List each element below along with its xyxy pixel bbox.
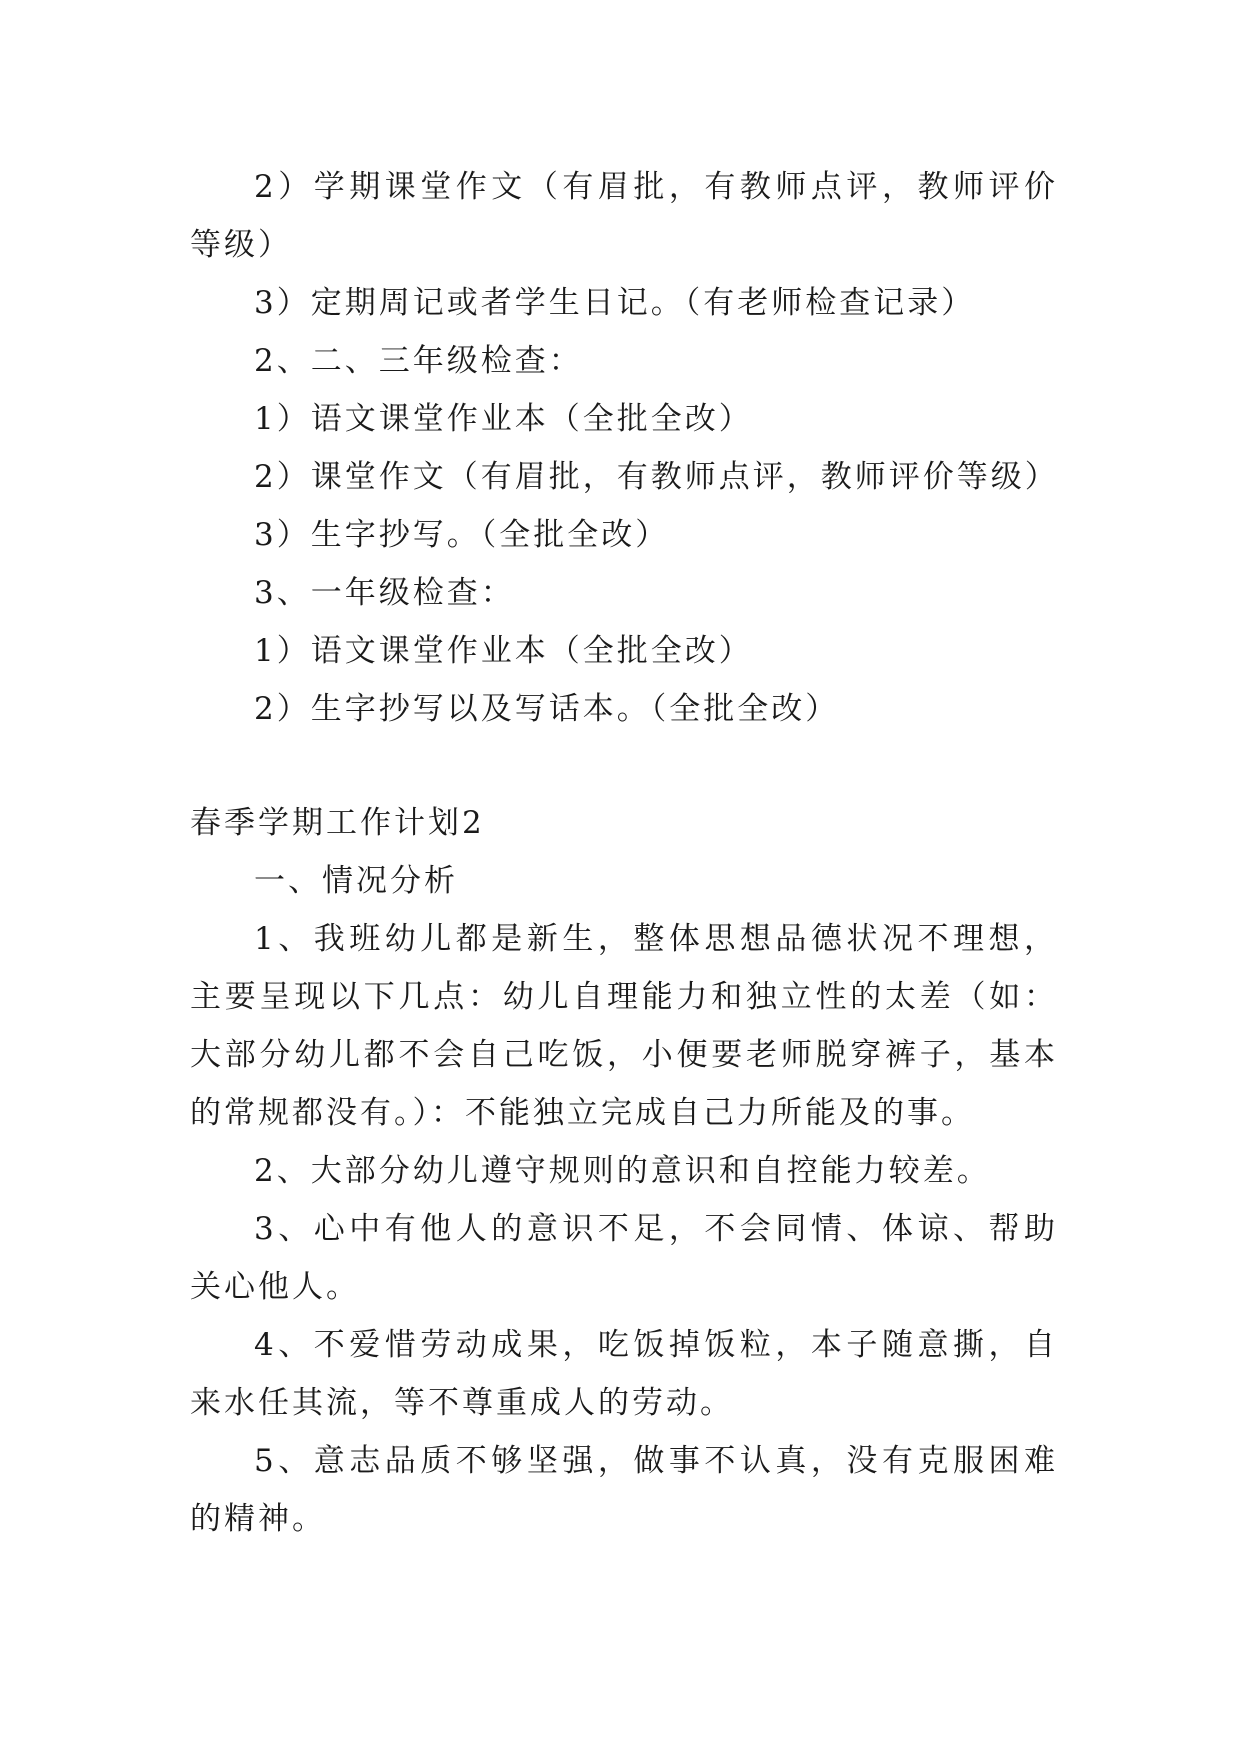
paragraph: 2、大部分幼儿遵守规则的意识和自控能力较差。 xyxy=(254,1153,991,1189)
paragraph: 3、心中有他人的意识不足，不会同情、体谅、帮助关心他人。 xyxy=(190,1211,1058,1305)
paragraph: 2）学期课堂作文（有眉批，有教师点评，教师评价等级） xyxy=(190,169,1058,263)
paragraph: 4、不爱惜劳动成果，吃饭掉饭粒，本子随意撕，自来水任其流，等不尊重成人的劳动。 xyxy=(190,1327,1058,1421)
paragraph: 1）语文课堂作业本（全批全改） xyxy=(254,401,753,437)
paragraph: 2）课堂作文（有眉批，有教师点评，教师评价等级） xyxy=(254,459,1059,495)
paragraph: 2、二、三年级检查： xyxy=(254,343,583,379)
paragraph: 5、意志品质不够坚强，做事不认真，没有克服困难的精神。 xyxy=(190,1443,1058,1537)
paragraph: 2）生字抄写以及写话本。（全批全改） xyxy=(254,691,840,727)
section-plan-2 xyxy=(190,794,1058,1548)
paragraph: 1）语文课堂作业本（全批全改） xyxy=(254,633,753,669)
paragraph: 3）生字抄写。（全批全改） xyxy=(254,517,670,553)
paragraph: 一、情况分析 xyxy=(254,863,458,899)
section-previous-plan xyxy=(190,158,1058,738)
paragraph: 1、我班幼儿都是新生，整体思想品德状况不理想，主要呈现以下几点：幼儿自理能力和独立性的太差（如：大部分幼儿都不会自己吃饭，小便要老师脱穿裤子，基本的常规都没有。）：不能独立完成自己力所能及的事。 xyxy=(190,921,1058,1131)
section-title: 春季学期工作计划2 xyxy=(190,805,485,841)
paragraph: 3）定期周记或者学生日记。（有老师检查记录） xyxy=(254,285,976,321)
paragraph: 3、一年级检查： xyxy=(254,575,515,611)
